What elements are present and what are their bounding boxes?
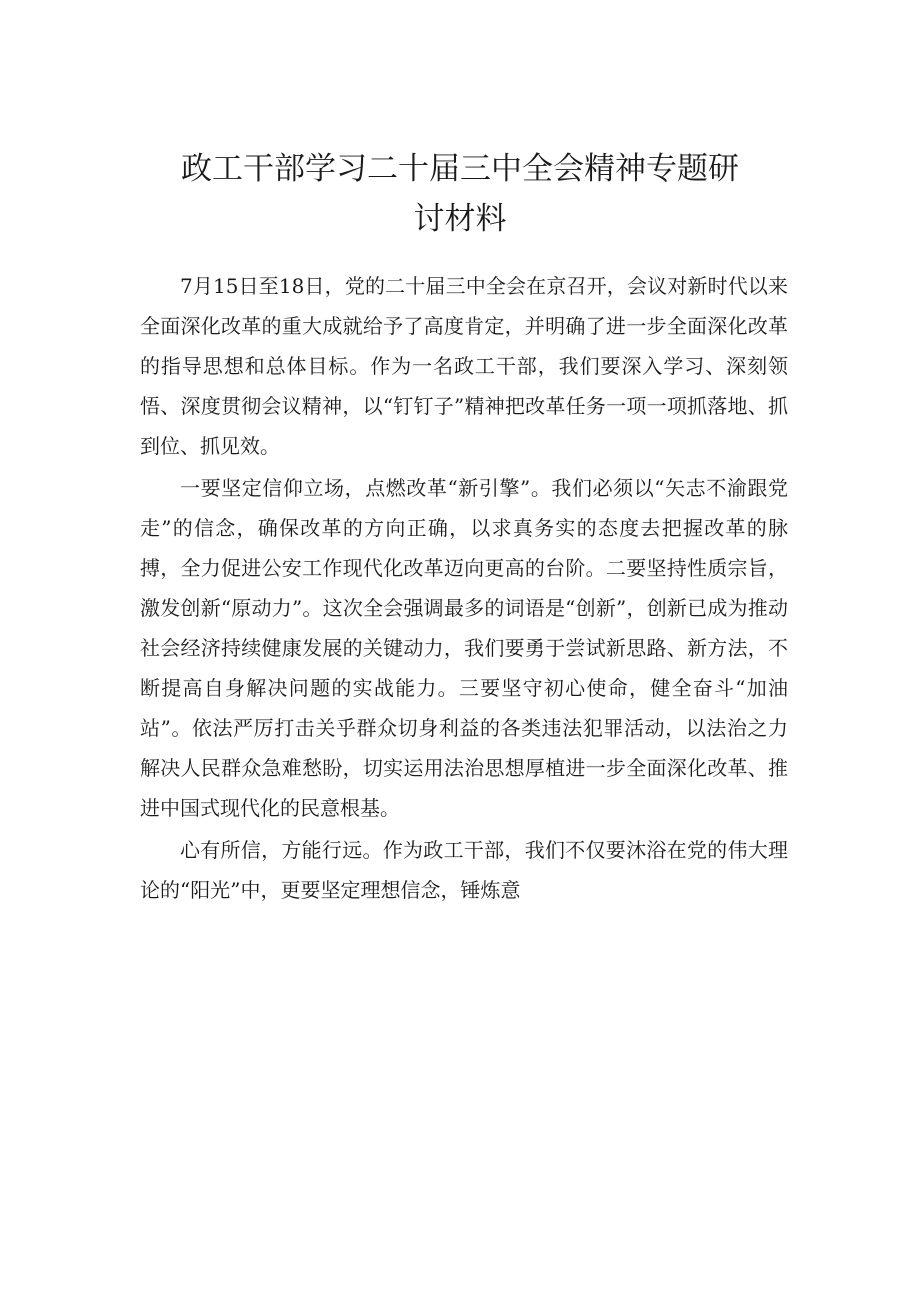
title-line-2: 讨材料 bbox=[413, 201, 507, 237]
document-body bbox=[140, 266, 788, 912]
document-title bbox=[120, 144, 800, 244]
paragraph-1: 7月15日至18日，党的二十届三中全会在京召开，会议对新时代以来全面深化改革的重大成就给予了高度肯定，并明确了进一步全面深化改革的指导思想和总体目标。作为一名政工干部，我们要深入学习、深刻领悟、深度贯彻会议精神，以“钉钉子”精神把改革任务一项一项抓落地、抓到位、抓见效。 bbox=[140, 274, 788, 458]
title-line-1: 政工干部学习二十届三中全会精神专题研 bbox=[181, 151, 739, 187]
paragraph-3: 心有所信，方能行远。作为政工干部，我们不仅要沐浴在党的伟大理论的“阳光”中，更要坚定理想信念，锤炼意 bbox=[140, 838, 788, 902]
paragraph-2: 一要坚定信仰立场，点燃改革“新引擎”。我们必须以“矢志不渝跟党走”的信念，确保改革的方向正确，以求真务实的态度去把握改革的脉搏，全力促进公安工作现代化改革迈向更高的台阶。二要坚持性质宗旨，激发创新“原动力”。这次全会强调最多的词语是“创新”，创新已成为推动社会经济持续健康发展的关键动力，我们要勇于尝试新思路、新方法，不断提高自身解决问题的实战能力。三要坚守初心使命，健全奋斗“加油站”。依法严厉打击关乎群众切身利益的各类违法犯罪活动，以法治之力解决人民群众急难愁盼，切实运用法治思想厚植进一步全面深化改革、推进中国式现代化的民意根基。 bbox=[140, 476, 788, 820]
